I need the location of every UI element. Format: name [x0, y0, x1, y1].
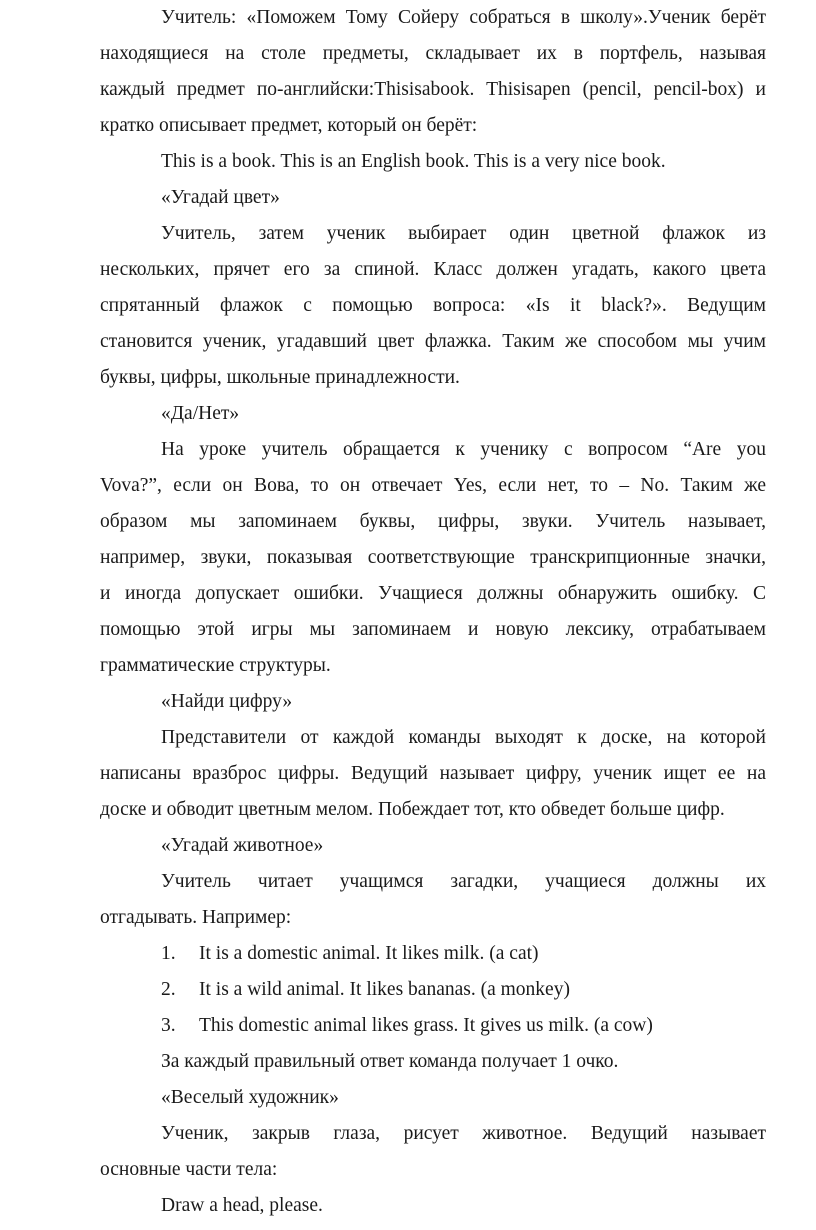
list-item [100, 1008, 766, 1044]
list-item-number: 3. [161, 1015, 176, 1036]
paragraph-line: Представители от каждой команды выходят к доске, на которой [161, 727, 766, 748]
paragraph-line: находящиеся на столе предметы, складывает их в портфель, называя [100, 43, 766, 64]
score-note: За каждый правильный ответ команда получает 1 очко. [161, 1051, 619, 1072]
paragraph-line: основные части тела: [100, 1159, 278, 1180]
document-page [100, 0, 766, 1224]
paragraph-line: образом мы запоминаем буквы, цифры, звуки. Учитель называет, [100, 511, 766, 532]
list-item-text: It is a domestic animal. It likes milk. (a cat) [199, 943, 539, 964]
section-heading-guess-animal: «Угадай животное» [161, 835, 324, 856]
list-item-number: 2. [161, 979, 176, 1000]
paragraph-line: и иногда допускает ошибки. Учащиеся должны обнаружить ошибку. С [100, 583, 766, 604]
paragraph-line: Ученик, закрыв глаза, рисует животное. Ведущий называет [161, 1123, 766, 1144]
list-item-text: It is a wild animal. It likes bananas. (a monkey) [199, 979, 570, 1000]
paragraph-line: помощью этой игры мы запоминаем и новую лексику, отрабатываем [100, 619, 766, 640]
paragraph-line: спрятанный флажок с помощью вопроса: «Is it black?». Ведущим [100, 295, 766, 316]
paragraph-line: На уроке учитель обращается к ученику с вопросом “Are you [161, 439, 766, 460]
list-item [100, 972, 766, 1008]
paragraph-line: отгадывать. Например: [100, 907, 292, 928]
paragraph-line: каждый предмет по-английски:Thisisabook. Thisisapen (pencil, pencil-box) и [100, 79, 766, 100]
section-heading-find-digit: «Найди цифру» [161, 691, 293, 712]
paragraph-line: Vova?”, если он Вова, то он отвечает Yes, если нет, то – No. Таким же [100, 475, 766, 496]
section-heading-happy-artist: «Веселый художник» [161, 1087, 339, 1108]
paragraph-line: например, звуки, показывая соответствующие транскрипционные значки, [100, 547, 766, 568]
paragraph-line: Учитель, затем ученик выбирает один цветной флажок из [161, 223, 766, 244]
list-item [100, 936, 766, 972]
paragraph-line: доске и обводит цветным мелом. Побеждает тот, кто обведет больше цифр. [100, 799, 725, 820]
paragraph-line: нескольких, прячет его за спиной. Класс должен угадать, какого цвета [100, 259, 766, 280]
example-sentence: Draw a head, please. [161, 1195, 323, 1216]
paragraph-line: буквы, цифры, школьные принадлежности. [100, 367, 460, 388]
paragraph-line: написаны вразброс цифры. Ведущий называет цифру, ученик ищет ее на [100, 763, 766, 784]
paragraph-line: Учитель: «Поможем Тому Сойеру собраться в школу».Ученик берёт [161, 7, 766, 28]
section-heading-guess-color: «Угадай цвет» [161, 187, 280, 208]
paragraph-line: становится ученик, угадавший цвет флажка. Таким же способом мы учим [100, 331, 766, 352]
list-item-number: 1. [161, 943, 176, 964]
example-sentence: This is a book. This is an English book. This is a very nice book. [161, 151, 666, 172]
paragraph-line: Учитель читает учащимся загадки, учащиеся должны их [161, 871, 766, 892]
section-heading-yes-no: «Да/Нет» [161, 403, 240, 424]
list-item-text: This domestic animal likes grass. It gives us milk. (a cow) [199, 1015, 653, 1036]
paragraph-line: кратко описывает предмет, который он берёт: [100, 115, 478, 136]
paragraph-line: грамматические структуры. [100, 655, 331, 676]
